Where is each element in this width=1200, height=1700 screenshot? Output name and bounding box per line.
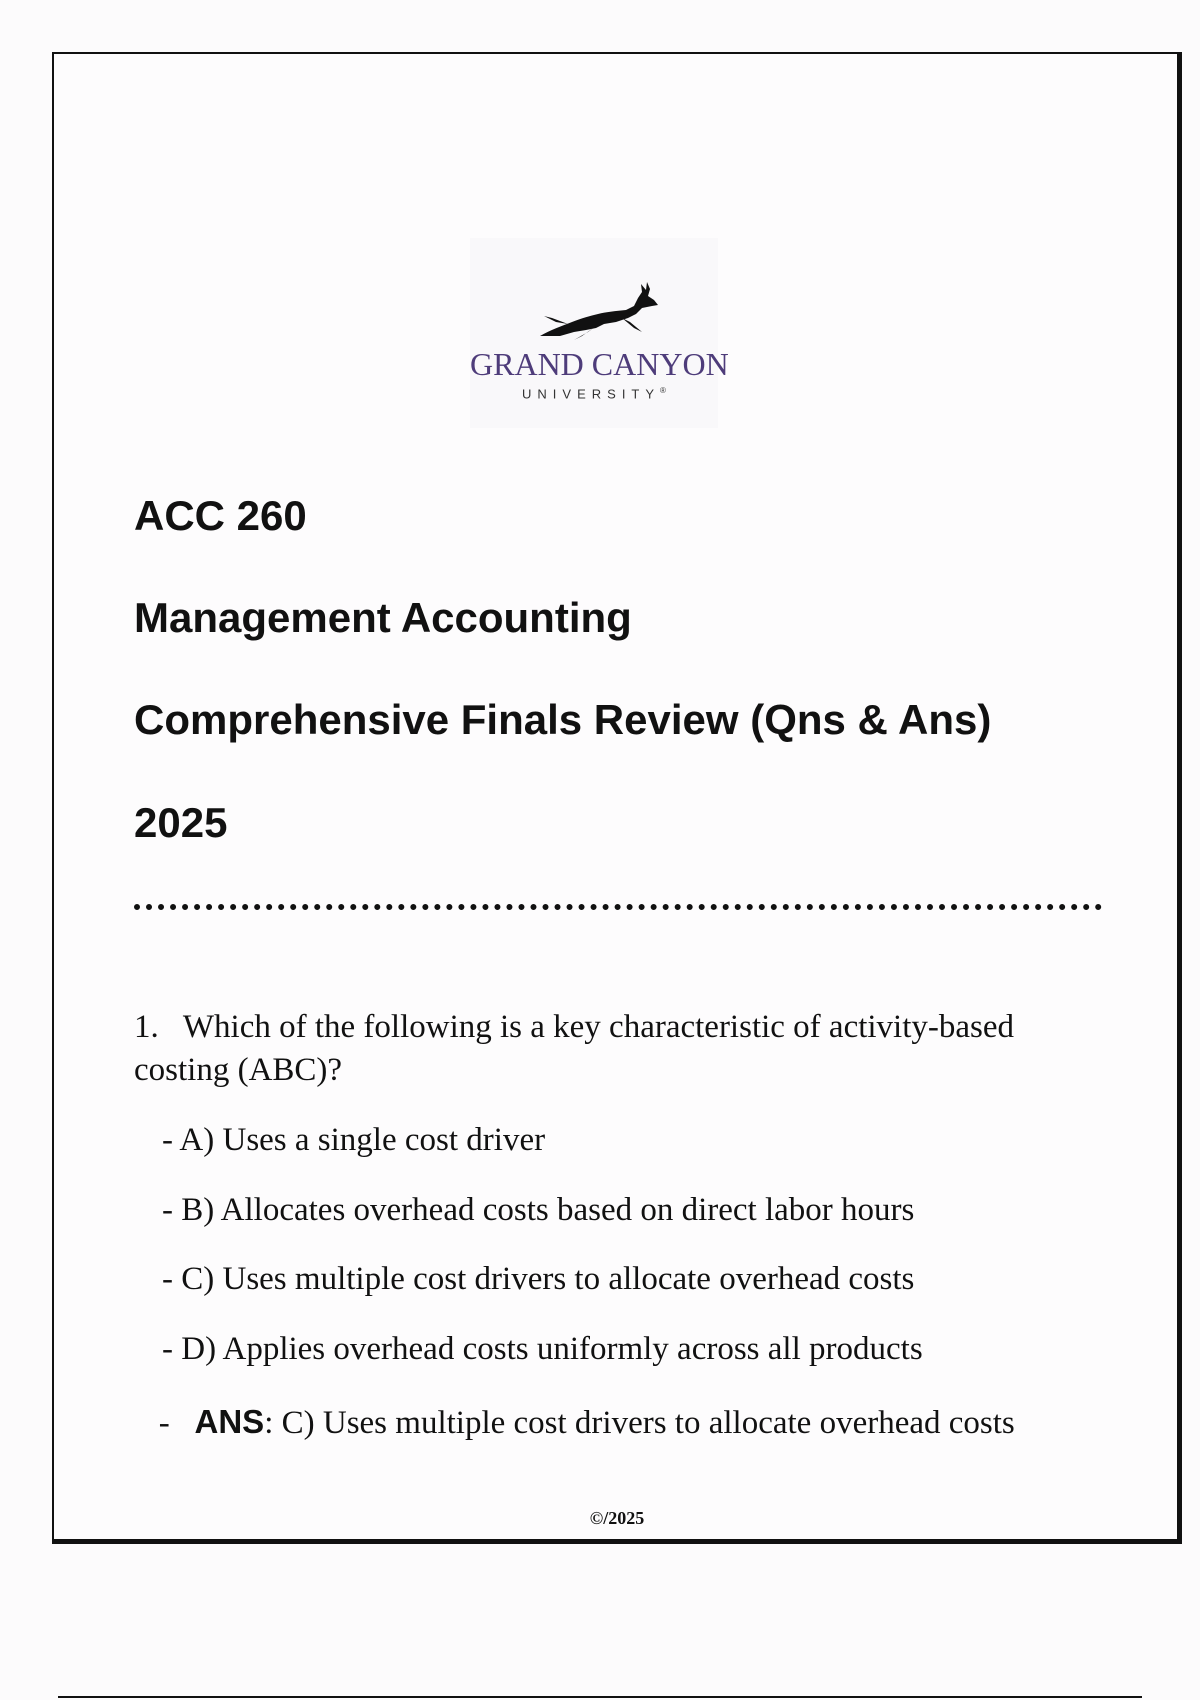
answer-text: : C) Uses multiple cost drivers to allocate overhead costs [264,1405,1015,1441]
logo-wordmark: GRAND CANYON [470,346,729,382]
university-logo [470,238,729,428]
answer-label: ANS [194,1403,265,1440]
leaping-antelope-icon [538,278,664,344]
course-code: ACC 260 [134,492,307,539]
option-a: - A) Uses a single cost driver [162,1122,546,1158]
document-year: 2025 [134,799,228,846]
dotted-divider [134,904,1102,910]
document-title: Comprehensive Finals Review (Qns & Ans) [134,696,992,743]
course-name: Management Accounting [134,594,632,641]
question-body: Which of the following is a key characteristic of activity-based costing (ABC)? [134,1009,1015,1088]
logo-subtitle: UNIVERSITY® [522,386,666,402]
answer-prefix: - [158,1405,170,1441]
answer-line [134,1400,1064,1445]
option-b: - B) Allocates overhead costs based on direct labor hours [162,1192,915,1228]
bottom-rule [58,1696,1142,1698]
footer-copyright: ©/2025 [589,1508,645,1528]
option-d: - D) Applies overhead costs uniformly across all products [162,1331,923,1367]
question-text [134,1006,1064,1092]
option-c: - C) Uses multiple cost drivers to allocate overhead costs [162,1261,915,1297]
question-number: 1. [134,1009,159,1045]
